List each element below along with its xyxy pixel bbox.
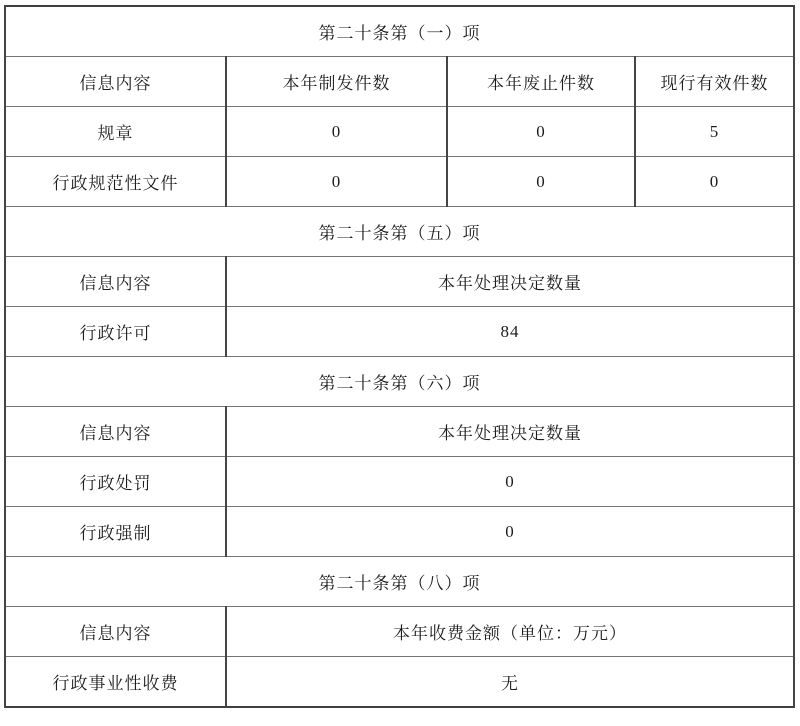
table-row-administrative-coercion <box>5 507 794 557</box>
section-3-title: 第二十条第（六）项 <box>5 357 794 407</box>
normative-repealed-value: 0 <box>447 157 635 207</box>
section-1-title: 第二十条第（一）项 <box>5 6 794 57</box>
section-1-header-repealed-count: 本年废止件数 <box>447 57 635 107</box>
section-3-title-row <box>5 357 794 407</box>
section-2-header-info-content: 信息内容 <box>5 257 226 307</box>
row-label-administrative-coercion: 行政强制 <box>5 507 226 557</box>
section-4-title-row <box>5 557 794 607</box>
section-4-header-info-content: 信息内容 <box>5 607 226 657</box>
table-row-normative-documents <box>5 157 794 207</box>
section-2-title-row <box>5 207 794 257</box>
table-row-administrative-penalty <box>5 457 794 507</box>
normative-issued-value: 0 <box>226 157 447 207</box>
row-label-administrative-license: 行政许可 <box>5 307 226 357</box>
administrative-penalty-value: 0 <box>226 457 794 507</box>
section-1-header-issued-count: 本年制发件数 <box>226 57 447 107</box>
administrative-fees-value: 无 <box>226 657 794 708</box>
report-table-container <box>4 5 793 708</box>
rules-repealed-value: 0 <box>447 107 635 157</box>
rules-effective-value: 5 <box>635 107 794 157</box>
table-row-rules <box>5 107 794 157</box>
section-2-header-row <box>5 257 794 307</box>
section-2-header-decision-count: 本年处理决定数量 <box>226 257 794 307</box>
section-4-title: 第二十条第（八）项 <box>5 557 794 607</box>
section-4-header-fee-amount: 本年收费金额（单位：万元） <box>226 607 794 657</box>
section-2-title: 第二十条第（五）项 <box>5 207 794 257</box>
section-1-header-info-content: 信息内容 <box>5 57 226 107</box>
table-row-administrative-fees <box>5 657 794 708</box>
rules-issued-value: 0 <box>226 107 447 157</box>
row-label-normative-documents: 行政规范性文件 <box>5 157 226 207</box>
disclosure-report-table <box>4 5 795 708</box>
section-3-header-decision-count: 本年处理决定数量 <box>226 407 794 457</box>
section-3-header-row <box>5 407 794 457</box>
row-label-administrative-fees: 行政事业性收费 <box>5 657 226 708</box>
section-3-header-info-content: 信息内容 <box>5 407 226 457</box>
section-1-header-effective-count: 现行有效件数 <box>635 57 794 107</box>
normative-effective-value: 0 <box>635 157 794 207</box>
table-row-administrative-license <box>5 307 794 357</box>
row-label-rules: 规章 <box>5 107 226 157</box>
administrative-coercion-value: 0 <box>226 507 794 557</box>
section-1-title-row <box>5 6 794 57</box>
row-label-administrative-penalty: 行政处罚 <box>5 457 226 507</box>
section-4-header-row <box>5 607 794 657</box>
administrative-license-value: 84 <box>226 307 794 357</box>
section-1-header-row <box>5 57 794 107</box>
